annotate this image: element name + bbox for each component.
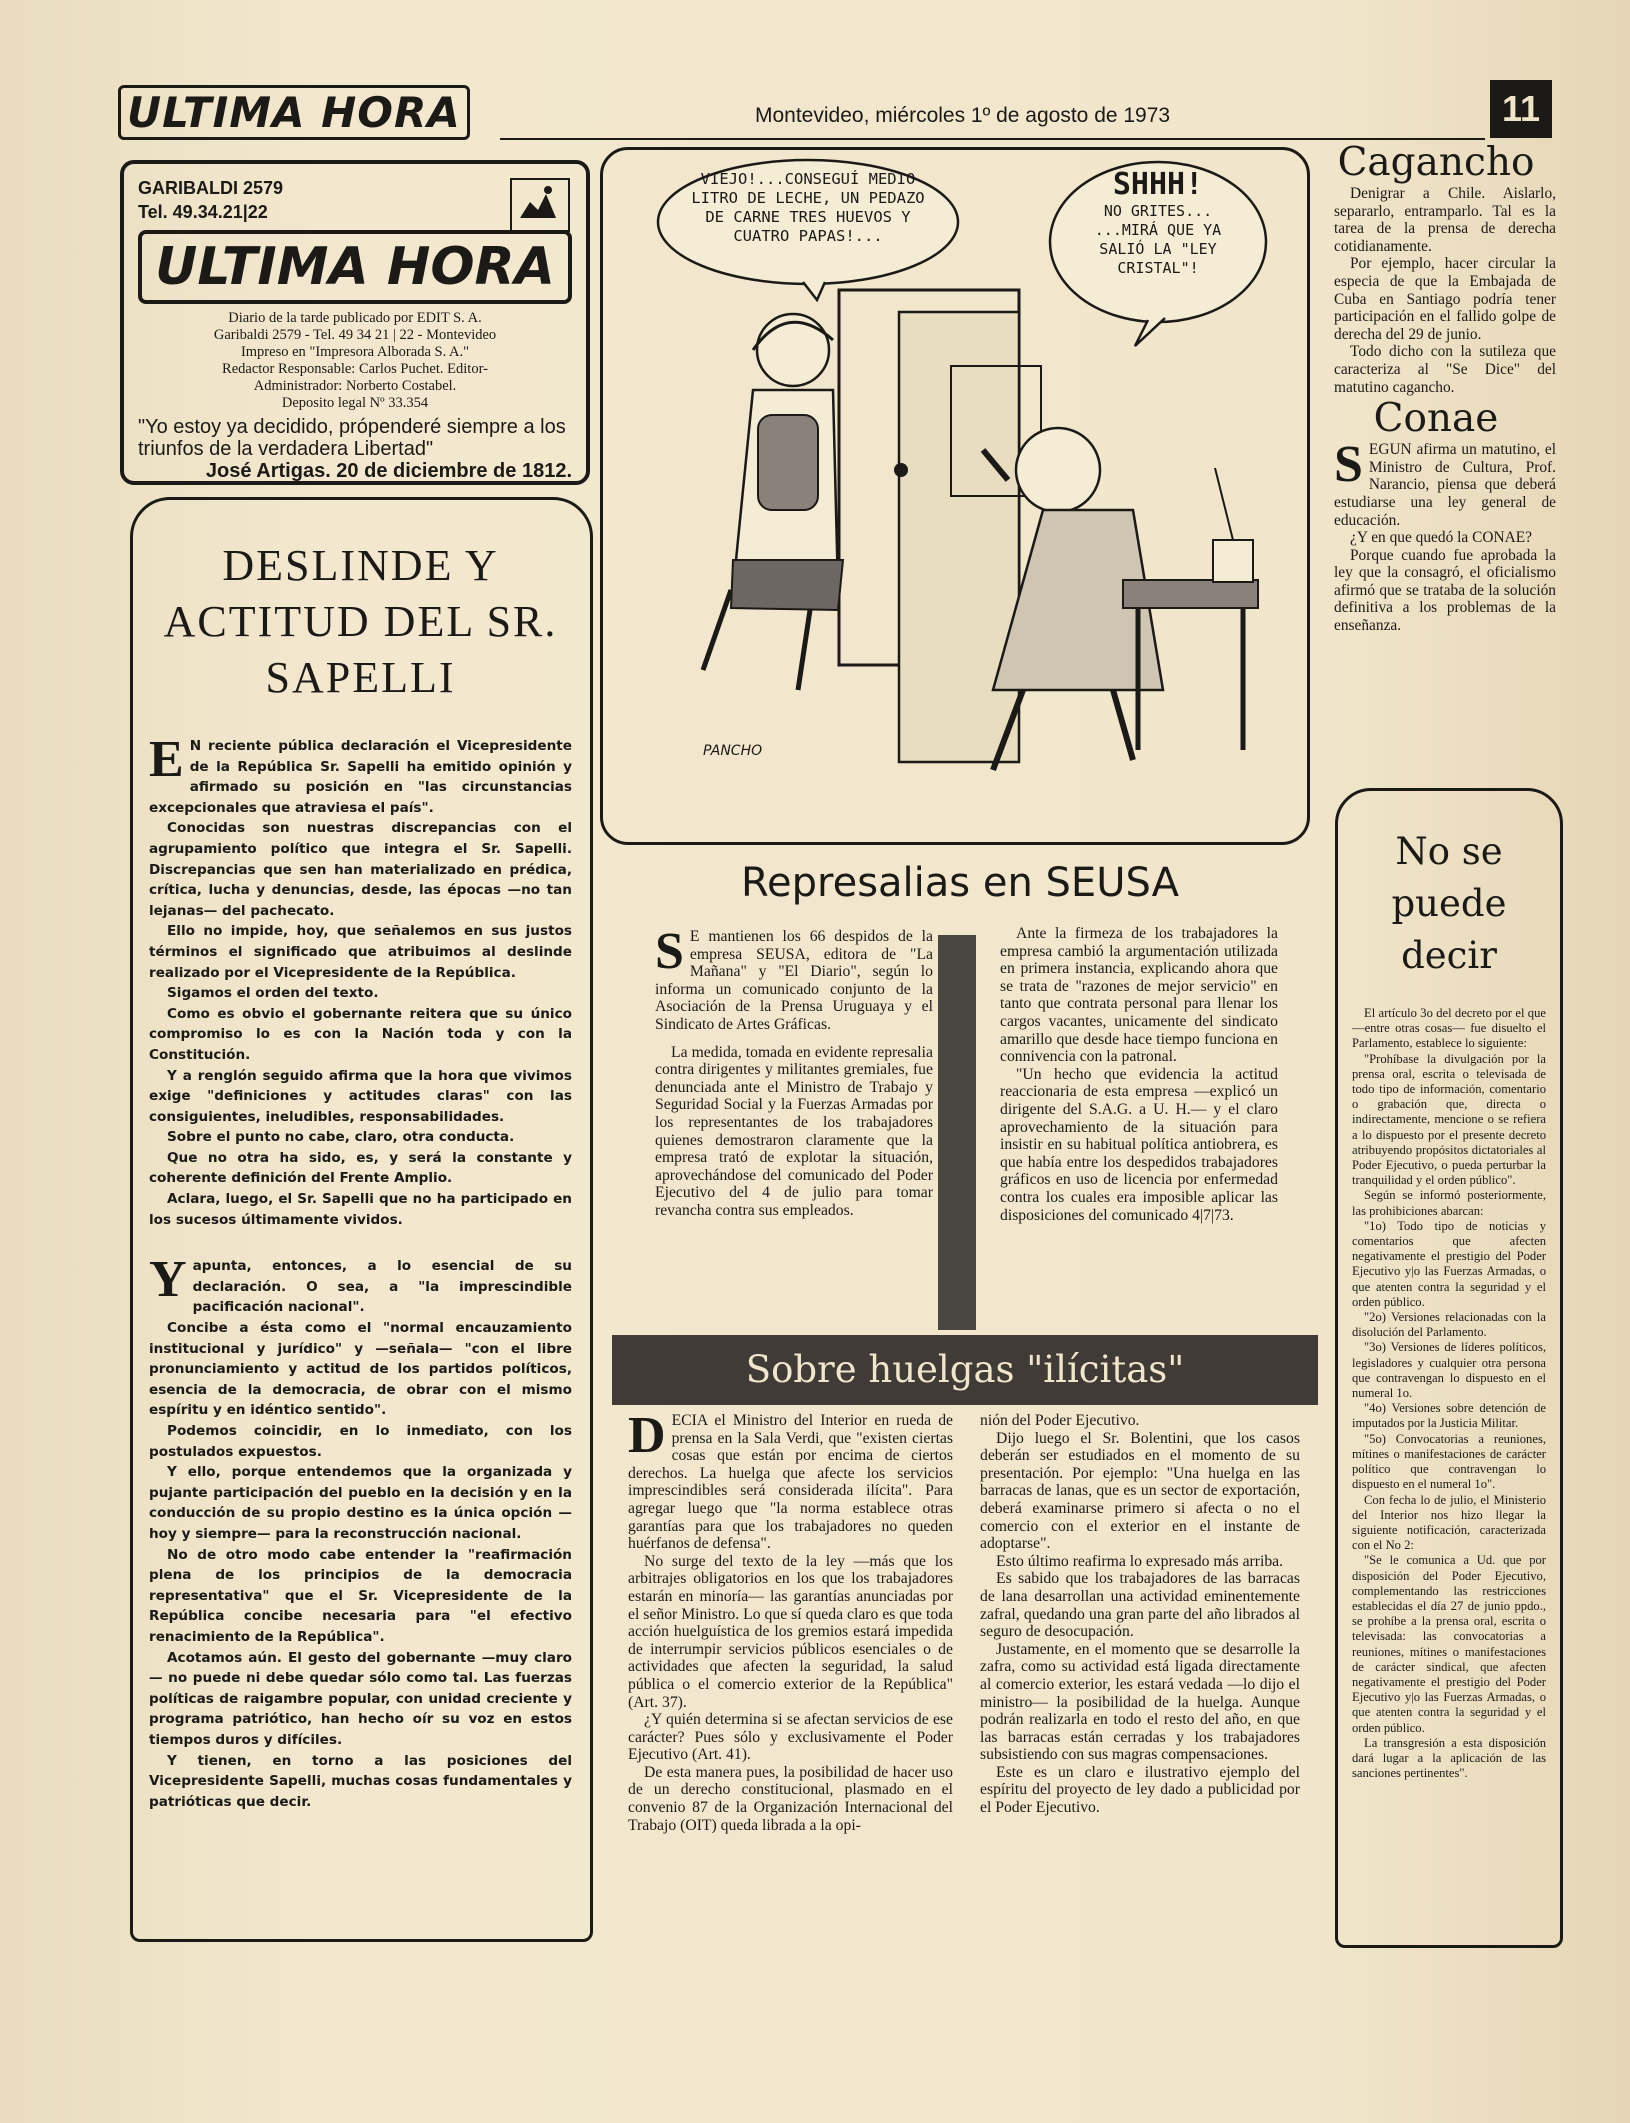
- paragraph: Todo dicho con la sutileza que caracteriza al "Se Dice" del matutino cagancho.: [1334, 343, 1556, 396]
- column-divider-bar: [938, 935, 976, 1330]
- secondary-logo: ULTIMA HORA: [138, 230, 572, 304]
- paragraph: "2o) Versiones relacionadas con la disolución del Parlamento.: [1352, 1310, 1546, 1340]
- paragraph: "5o) Convocatorias a reuniones, mítines o manifestaciones de carácter político que contravengan lo dispuesto en el numeral 1o".: [1352, 1431, 1546, 1492]
- paragraph: Conocidas son nuestras discrepancias con el agrupamiento político que integra el Sr. Sapelli. Discrepancias que sen han materializado en prédica, crítica, lucha y denuncias, desde, las épocas —no tan lejanas— del pachecato.: [149, 820, 572, 919]
- phone: Tel. 49.34.21|22: [138, 202, 268, 222]
- cagancho-column: [1316, 140, 1556, 635]
- cagancho-body: [1334, 185, 1556, 396]
- cagancho-title: Cagancho: [1337, 140, 1535, 185]
- paragraph: Porque cuando fue aprobada la ley que la consagró, el oficialismo afirmó que se trataba de la solución definitiva a los problemas de la enseñanza.: [1334, 546, 1556, 635]
- paragraph: Y a renglón seguido afirma que la hora que vivimos exige "definiciones y actitudes claras" con las consiguientes, ineludibles, responsabilidades.: [149, 1067, 572, 1125]
- paragraph: ¿Y en que quedó la CONAE?: [1350, 529, 1532, 547]
- paragraph: "3o) Versiones de líderes políticos, legisladores y cualquier otra persona que contravengan lo dispuesto en el numeral 1o.: [1352, 1340, 1546, 1401]
- editorial-article: [130, 497, 593, 1942]
- paragraph: No surge del texto de la ley —más que los arbitrajes obligatorios en los que los trabajadores estarán en minoría— las garantías anunciadas por el señor Ministro. Lo que sí queda claro es que toda acción huelguística de los gremios estará impedida de interrumpir servicios públicos esenciales o de actividades que afecten la seguridad, la salud pública o el comercio exterior de la República" (Art. 37).: [628, 1552, 953, 1711]
- imprint-line: Diario de la tarde publicado por EDIT S. A.: [228, 310, 482, 326]
- paragraph: El artículo 3o del decreto por el que —entre otras cosas— fue disuelto el Parlamento, establece lo siguiente:: [1352, 1006, 1546, 1051]
- paragraph: Sobre el punto no cabe, claro, otra conducta.: [167, 1129, 515, 1146]
- imprint-lines: [138, 310, 572, 412]
- masthead-info-box: [120, 160, 590, 485]
- paragraph: La medida, tomada en evidente represalia contra dirigentes y militantes gremiales, fue denunciada ante el Ministro de Trabajo y Seguridad Social y la Fuerzas Armadas por los representantes de los trabajadores quienes demostraron claramente que la empresa trató de explotar la situación, aprovechándose del comunicado del Poder Ejecutivo del 4 de julio para tomar revancha contra sus empleados.: [655, 1043, 933, 1219]
- editorial-body: [149, 731, 572, 1812]
- imprint-line: Redactor Responsable: Carlos Puchet. Editor-: [222, 361, 488, 377]
- imprint-line: Impreso en "Impresora Alborada S. A.": [240, 344, 470, 360]
- paragraph: Y ello, porque entendemos que la organizada y pujante participación del pueblo en la decisión y en la conducción de su propio destino es la única opción —hoy y siempre— para la reconstrucción nacional.: [149, 1464, 572, 1542]
- paragraph: Esto último reafirma lo expresado más arriba.: [996, 1552, 1284, 1570]
- paragraph: E mantienen los 66 despidos de la empresa SEUSA, editora de "La Mañana" y "El Diario", según lo informa un comunicado conjunto de la Asociación de la Prensa Uruguaya y el Sindicato de Artes Gráficas.: [655, 928, 933, 1033]
- paragraph: Con fecha lo de julio, el Ministerio del Interior nos hizo llegar la siguiente notificación, caracterizada con el No 2:: [1352, 1492, 1546, 1553]
- paragraph: Es sabido que los trabajadores de las barracas de lana desarrollan una actividad eminentemente zafral, quedando una gran parte del año librados al seguro de desocupación.: [980, 1570, 1300, 1641]
- seusa-headline: Represalias en SEUSA: [741, 860, 1179, 906]
- paragraph: Concibe a ésta como el "normal encauzamiento institucional y jurídico" y —señala— "con el libre pronunciamiento y actitud de los partidos políticos, esencia de la democracia, de obrar con el mismo espíritu y en idéntico sentido".: [149, 1320, 572, 1419]
- paragraph: ECIA el Ministro del Interior en rueda de prensa en la Sala Verdi, que "existen ciertas cosas que están por encima de ciertos derechos. La huelga que afecte los servicios imprescindibles será considerada ilícita". Para agregar luego que "la norma establece otras garantías para que los trabajadores no queden huérfanos de defensa".: [628, 1412, 953, 1553]
- seal-icon: [510, 178, 570, 232]
- no-se-puede-decir-title: No se puede decir: [1391, 830, 1507, 977]
- huelgas-column-1: [628, 1407, 953, 1834]
- masthead-logo: ULTIMA HORA: [118, 88, 498, 146]
- drop-cap: Y: [149, 1251, 187, 1309]
- seusa-column-2: [1000, 925, 1278, 1224]
- paragraph: ¿Y quién determina si se afectan servicios de ese carácter? Pues sólo y exclusivamente el Poder Ejecutivo (Art. 41).: [628, 1711, 953, 1764]
- paragraph: N reciente pública declaración el Vicepresidente de la República Sr. Sapelli ha emitido opinión y afirmado su posición en "las circunstancias excepcionales que atraviesa el país".: [149, 738, 572, 816]
- paragraph: Como es obvio el gobernante reitera que su único compromiso lo es con la Nación toda y con la Constitución.: [149, 1005, 572, 1063]
- bubble-line: NO GRITES...: [1103, 202, 1213, 220]
- drop-cap: D: [628, 1407, 666, 1464]
- bubble-line: ...MIRÁ QUE YA SALIÓ LA "LEY CRISTAL"!: [1094, 221, 1222, 277]
- conae-title: Conae: [1373, 396, 1499, 442]
- seusa-column-1: [655, 923, 933, 1220]
- paragraph: Este es un claro e ilustrativo ejemplo del espíritu del proyecto de ley dado a publicidad por el Poder Ejecutivo.: [980, 1763, 1300, 1817]
- paragraph: Denigrar a Chile. Aislarlo, separarlo, entramparlo. Tal es la tarea de la prensa de derecha cotidianamente.: [1334, 185, 1556, 255]
- address: GARIBALDI 2579: [138, 178, 284, 198]
- paragraph: Justamente, en el momento que se desarrolle la zafra, como su actividad está ligada directamente al comercio exterior, les estará vedada —lo dijo el ministro— la posibilidad de la huelga. Aunque podrán realizarla en todo el resto del año, en que las barracas están cerradas y los trabajadores subsistiendo con sus magras compensaciones.: [980, 1640, 1300, 1764]
- paragraph: Ante la firmeza de los trabajadores la empresa cambió la argumentación utilizada en primera instancia, explicando ahora que se trata de "razones de mejor servicio" en tanto que contrata personal para llenar los cargos vacantes, unicamente del sindicato amarillo que desde hace tiempo funciona en connivencia con la patronal.: [1000, 925, 1278, 1066]
- paragraph: La transgresión a esta disposición dará lugar a la aplicación de las sanciones pertinentes".: [1352, 1735, 1546, 1781]
- imprint-line: Administrador: Norberto Costabel.: [253, 378, 457, 394]
- paragraph: apunta, entonces, a lo esencial de su declaración. O sea, a "la imprescindible pacificación nacional".: [192, 1258, 572, 1316]
- page-number: 11: [1490, 80, 1552, 138]
- paragraph: No de otro modo cabe entender la "reafirmación plena de los principios de la democracia representativa" que el Sr. Vicepresidente de la República concibe necesaria para "el efectivo renacimiento de la República".: [149, 1546, 572, 1645]
- paragraph: "Un hecho que evidencia la actitud reaccionaria de esta empresa —explicó un dirigente del S.A.G. a U. H.— y el claro aprovechamiento de la situación para insistir en su habitual política antiobrera, es que había entre los despedidos trabajadores gráficos en uso de licencia por enfermedad contra los cuales era imposible aplicar las disposiciones del comunicado 4|7|73.: [1000, 1065, 1278, 1224]
- editorial-title: DESLINDE Y ACTITUD DEL SR. SAPELLI: [163, 541, 558, 702]
- conae-body: [1334, 436, 1556, 635]
- svg-text:PANCHO: PANCHO: [703, 743, 763, 759]
- paragraph: Según se informó posteriormente, las prohibiciones abarcan:: [1352, 1188, 1546, 1218]
- huelgas-headline-bar: Sobre huelgas "ilícitas": [612, 1335, 1318, 1405]
- paragraph: Por ejemplo, hacer circular la especia de que la Embajada de Cuba en Santiago podría tener participación en el fallido golpe de derecha del 29 de junio.: [1334, 255, 1556, 343]
- huelgas-column-2: [980, 1412, 1300, 1817]
- drop-cap: E: [149, 731, 184, 788]
- paragraph: "Se le comunica a Ud. que por disposición del Poder Ejecutivo, complementando las restricciones establecidas el día 27 de junio ppdo., se prohíbe a la prensa oral, escrita o televisada: las convocatorias a reuniones, mítines o manifestaciones de carácter sindical, que afecten negativamente el prestigio del Poder Ejecutivo y|o las Fuerzas Armadas, o que atenten contra la seguridad y el orden público.: [1352, 1553, 1546, 1735]
- paragraph: De esta manera pues, la posibilidad de hacer uso de un derecho constitucional, plasmado en el convenio 87 de la Organización Internacional del Trabajo (OIT) queda librada a la opi-: [628, 1763, 953, 1834]
- imprint-line: Garibaldi 2579 - Tel. 49 34 21 | 22 - Montevideo: [213, 327, 497, 343]
- paragraph: Y tienen, en torno a las posiciones del Vicepresidente Sapelli, muchas cosas fundamentales y patrióticas que decir.: [149, 1752, 572, 1810]
- imprint-line: Deposito legal Nº 33.354: [281, 395, 429, 411]
- paragraph: "Prohíbase la divulgación por la prensa oral, escrita o televisada de todo tipo de información, comentario o grabación que, directa o indirectamente, mencione o se refiera a lo dispuesto por el presente decreto atribuyendo propósitos dictatoriales al Poder Ejecutivo, o pueda perturbar la tranquilidad y el orden público".: [1352, 1051, 1546, 1188]
- paragraph: Podemos coincidir, en lo inmediato, con los postulados expuestos.: [149, 1423, 572, 1460]
- paragraph: nión del Poder Ejecutivo.: [980, 1412, 1140, 1429]
- paragraph: "4o) Versiones sobre detención de imputados por la Justicia Militar.: [1352, 1401, 1546, 1431]
- no-se-puede-decir-body: [1352, 1006, 1546, 1781]
- dateline: Montevideo, miércoles 1º de agosto de 1973: [755, 104, 1171, 127]
- no-se-puede-decir-box: [1335, 788, 1563, 1948]
- paragraph: EGUN afirma un matutino, el Ministro de Cultura, Prof. Narancio, piensa que deberá estudiarse una ley general de educación.: [1334, 441, 1556, 529]
- drop-cap: S: [655, 923, 684, 980]
- political-cartoon: [600, 147, 1310, 845]
- bubble-shout: SHHH!: [1112, 167, 1204, 202]
- speech-bubble-man: [1073, 168, 1243, 278]
- artigas-quote: "Yo estoy ya decidido, própenderé siempre a los triunfos de la verdadera Libertad": [138, 416, 566, 460]
- quote-signature: José Artigas. 20 de diciembre de 1812.: [205, 460, 572, 482]
- paragraph: Sigamos el orden del texto.: [167, 985, 379, 1002]
- speech-bubble-woman: VIEJO!...CONSEGUÍ MEDIO LITRO DE LECHE, UN PEDAZO DE CARNE TRES HUEVOS Y CUATRO PAPAS!...: [691, 170, 925, 245]
- drop-cap: S: [1334, 436, 1363, 494]
- paragraph: Dijo luego el Sr. Bolentini, que los casos deberán ser estudiados en el momento de su presentación. Por ejemplo: "Una huelga en las barracas de lanas, que es un sector de exportación, deberá examinarse primero si afecta o no el comercio con el exterior en el instante de adoptarse".: [980, 1429, 1300, 1553]
- paragraph: Aclara, luego, el Sr. Sapelli que no ha participado en los sucesos últimamente vividos.: [149, 1191, 572, 1228]
- paragraph: Acotamos aún. El gesto del gobernante —muy claro— no puede ni debe quedar sólo como tal. Las fuerzas políticas de raigambre popular, con unidad creciente y programa patriótico, han hecho oír su voz en estos tiempos duros y difíciles.: [149, 1649, 572, 1748]
- paragraph: "1o) Todo tipo de noticias y comentarios que afecten negativamente el prestigio del Poder Ejecutivo y|o las Fuerzas Armadas, o que atenten contra la seguridad y el orden público.: [1352, 1218, 1546, 1309]
- paragraph: Ello no impide, hoy, que señalemos en sus justos términos el significado que atribuimos al deslinde realizado por el Vicepresidente de la República.: [149, 923, 572, 981]
- paragraph: Que no otra ha sido, es, y será la constante y coherente definición del Frente Amplio.: [149, 1149, 572, 1187]
